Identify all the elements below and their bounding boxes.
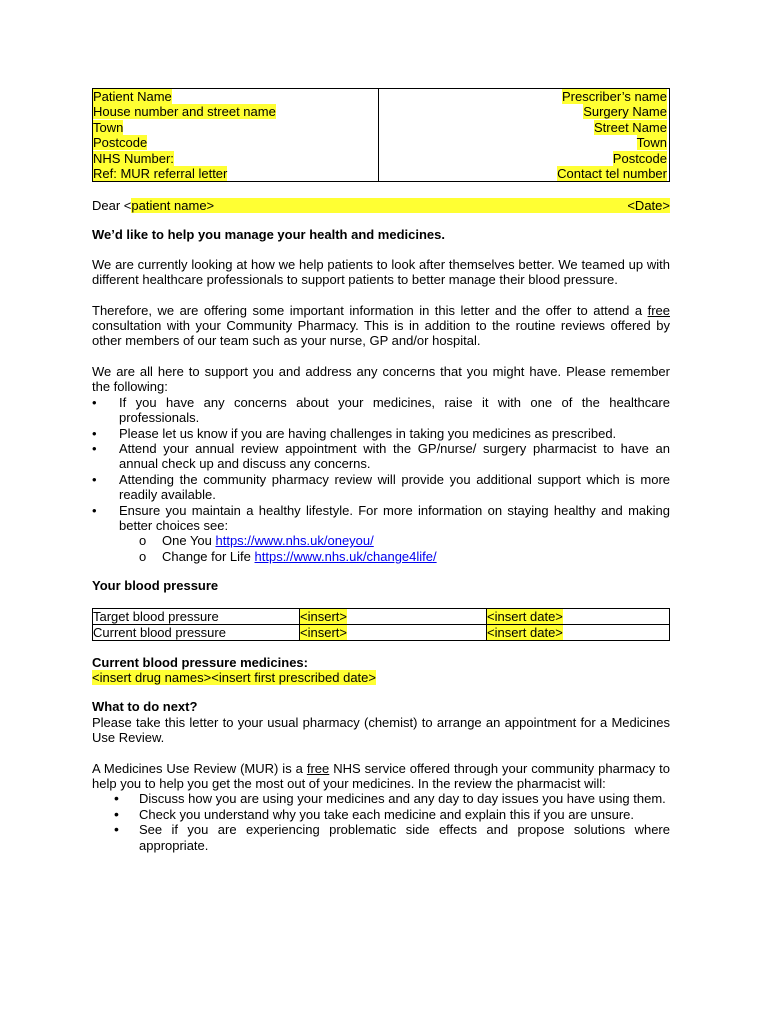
intro-paragraph: We are currently looking at how we help patients to look after themselves better. We teamed up with different healthcare professionals to support patients to better manage their blood pressure. xyxy=(92,256,670,288)
list-item: • Check you understand why you take each medicine and explain this if you are unsure. xyxy=(92,807,670,822)
list-item: • Discuss how you are using your medicines and any day to day issues you have using them. xyxy=(92,791,670,806)
bp-date: <insert date> xyxy=(487,624,563,640)
patient-address-cell xyxy=(93,89,379,182)
blood-pressure-table xyxy=(92,608,670,641)
next-steps-text: Please take this letter to your usual pharmacy (chemist) to arrange an appointment for a Medicines Use Review. xyxy=(92,714,670,746)
patient-ref: Ref: MUR referral letter xyxy=(93,166,228,182)
link-list xyxy=(92,533,670,564)
prescriber-postcode: Postcode xyxy=(612,150,667,166)
salutation-highlight xyxy=(131,198,627,213)
link-item-change4life xyxy=(92,549,670,564)
list-item xyxy=(92,503,670,534)
patient-street: House number and street name xyxy=(93,104,276,120)
mur-free-underlined: free xyxy=(306,760,330,776)
prescriber-address-cell xyxy=(379,89,670,182)
prescriber-street: Street Name xyxy=(594,119,667,135)
bp-value-cell xyxy=(300,608,487,624)
table-row xyxy=(93,624,670,640)
support-intro: We are all here to support you and address any concerns that you might have. Please remember the following: xyxy=(92,363,670,395)
patient-name-placeholder: patient name> xyxy=(131,198,215,214)
patient-nhs-number: NHS Number: xyxy=(93,150,174,166)
offer-free-underlined: free xyxy=(647,302,670,318)
list-item: • Attending the community pharmacy review will provide you additional support which is more readily available. xyxy=(92,472,670,503)
patient-postcode: Postcode xyxy=(93,135,148,151)
offer-text-after: consultation with your Community Pharmacy. This is in addition to the routine reviews offered by other members of our team such as your nurse, GP and/or hospital. xyxy=(92,318,670,349)
offer-text-before: Therefore, we are offering some important information in this letter and the offer to attend a xyxy=(92,302,648,318)
bp-date: <insert date> xyxy=(487,608,563,624)
intro-heading: We’d like to help you manage your health and medicines. xyxy=(92,227,446,243)
reminder-list xyxy=(92,395,670,534)
bp-value: <insert> xyxy=(300,624,347,640)
date-placeholder: <Date> xyxy=(627,198,670,214)
salutation-line xyxy=(92,198,670,213)
patient-name: Patient Name xyxy=(93,89,172,104)
link-item-oneyou xyxy=(92,533,670,548)
surgery-name: Surgery Name xyxy=(583,104,667,120)
medicines-placeholder-line xyxy=(92,670,670,685)
bp-date-cell xyxy=(487,608,670,624)
next-steps-heading: What to do next? xyxy=(92,699,198,715)
change4life-link[interactable]: https://www.nhs.uk/change4life/ xyxy=(254,548,437,564)
patient-town: Town xyxy=(93,119,124,135)
table-row xyxy=(93,608,670,624)
letter-page xyxy=(92,88,670,853)
bp-date-cell xyxy=(487,624,670,640)
medicines-heading: Current blood pressure medicines: xyxy=(92,654,308,670)
salutation-prefix: Dear < xyxy=(92,198,132,214)
list-item: • See if you are experiencing problematic side effects and propose solutions where appropriate. xyxy=(92,822,670,853)
bp-label: Target blood pressure xyxy=(93,608,300,624)
mur-text-before: A Medicines Use Review (MUR) is a xyxy=(92,760,307,776)
list-item: • Please let us know if you are having challenges in taking you medicines as prescribed. xyxy=(92,426,670,441)
address-table xyxy=(92,88,670,182)
oneyou-label: One You xyxy=(162,533,216,549)
medicines-placeholder: <insert drug names><insert first prescribed date> xyxy=(92,669,376,685)
prescriber-town: Town xyxy=(636,135,667,151)
lifestyle-text: Ensure you maintain a healthy lifestyle. For more information on staying healthy and making better choices see: xyxy=(119,502,670,533)
bp-heading: Your blood pressure xyxy=(92,578,219,594)
list-item: • If you have any concerns about your medicines, raise it with one of the healthcare professionals. xyxy=(92,395,670,426)
offer-paragraph xyxy=(92,303,670,349)
bp-label: Current blood pressure xyxy=(93,624,300,640)
bp-value-cell xyxy=(300,624,487,640)
mur-text-after: NHS service offered through your community pharmacy to help you to help you get the most out of your medicines. In the review the pharmacist will: xyxy=(92,760,670,791)
change4life-label: Change for Life xyxy=(162,548,255,564)
mur-points-list xyxy=(92,791,670,853)
mur-paragraph xyxy=(92,761,670,792)
oneyou-link[interactable]: https://www.nhs.uk/oneyou/ xyxy=(215,533,374,549)
bp-value: <insert> xyxy=(300,608,347,624)
prescriber-contact: Contact tel number xyxy=(557,166,667,182)
prescriber-name: Prescriber’s name xyxy=(561,89,667,104)
list-item: • Attend your annual review appointment with the GP/nurse/ surgery pharmacist to have an annual check up and discuss any concerns. xyxy=(92,441,670,472)
